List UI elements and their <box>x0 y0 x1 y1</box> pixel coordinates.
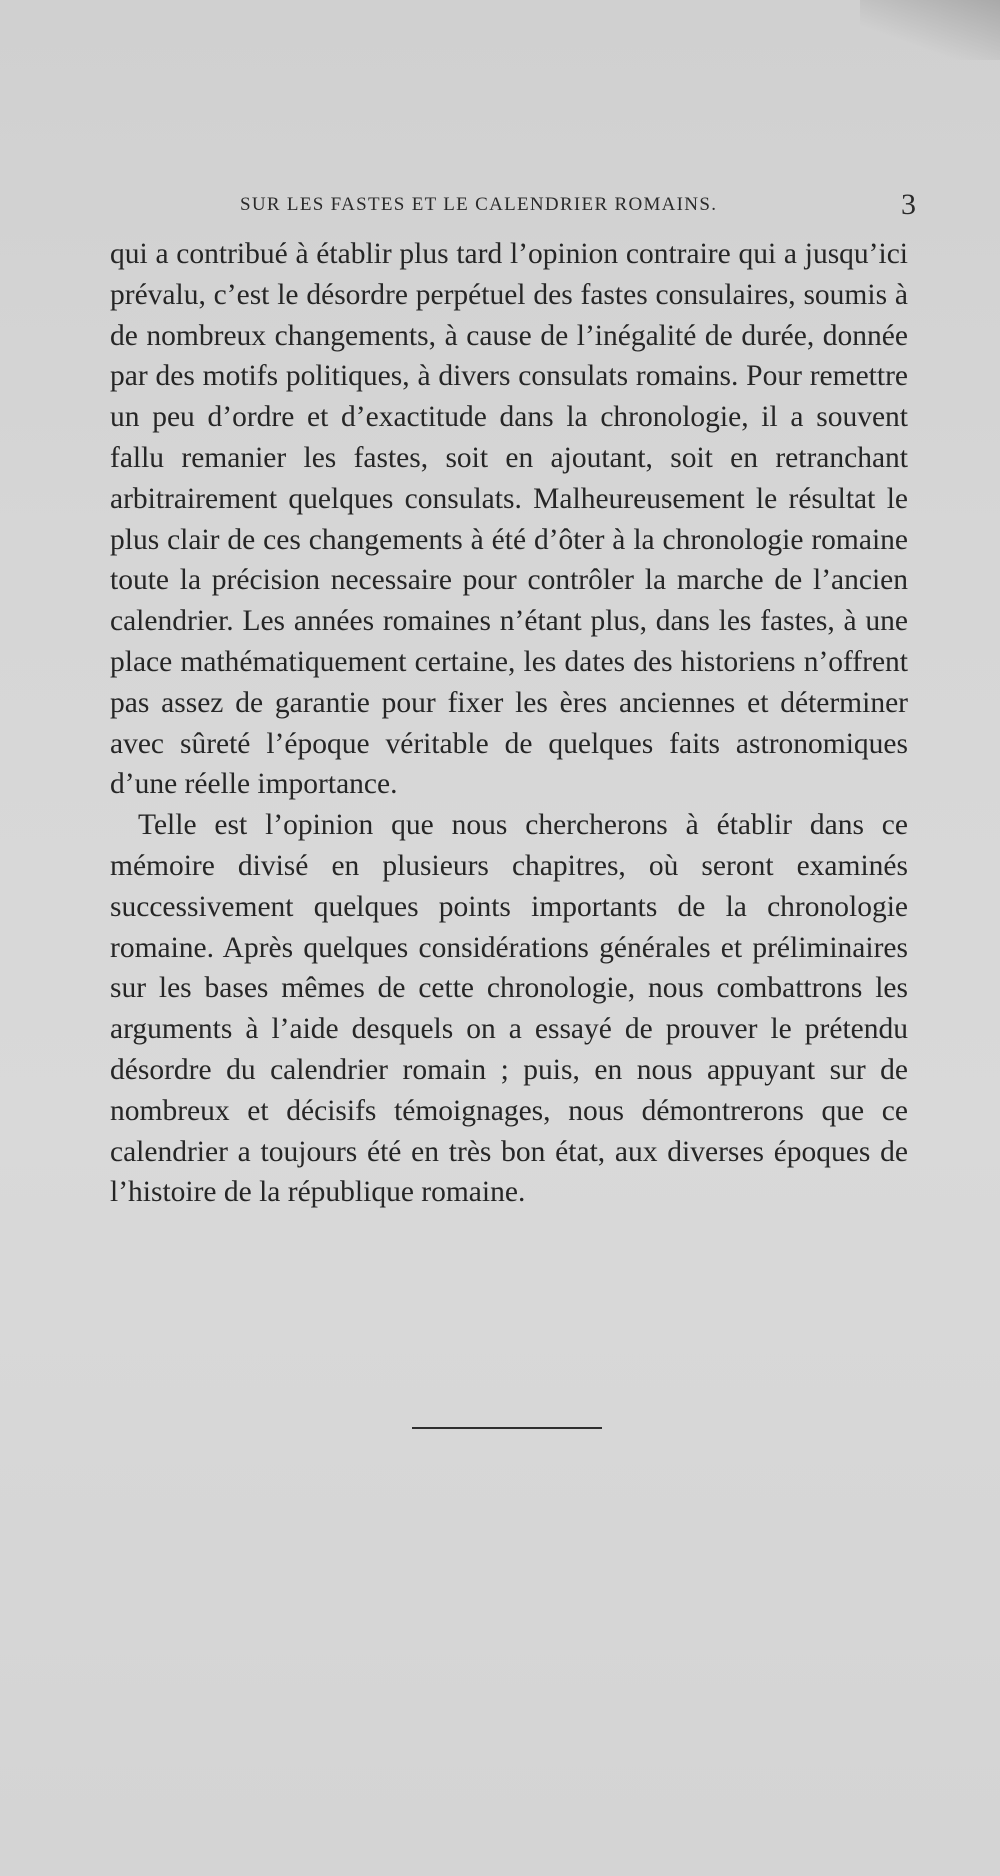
page-corner-shadow <box>860 0 1000 60</box>
section-end-rule <box>412 1427 602 1429</box>
paragraph-continuation: qui a contribué à établir plus tard l’opinion contraire qui a jusqu’ici prévalu, c’est le désordre perpétuel des fastes consulaires, soumis à de nombreux changements, à cause de l’inégalité de durée, donnée par des motifs politiques, à divers consulats romains. Pour remettre un peu d’ordre et d’exactitude dans la chronologie, il a souvent fallu remanier les fastes, soit en ajoutant, soit en retranchant arbitrairement quelques consulats. Malheureusement le résultat le plus clair de ces changements à été d’ôter à la chronologie romaine toute la précision necessaire pour contrôler la marche de l’ancien calendrier. Les années romaines n’étant plus, dans les fastes, à une place mathématiquement certaine, les dates des historiens n’offrent pas assez de garantie pour fixer les ères anciennes et déterminer avec sûreté l’époque véritable de quelques faits astronomiques d’une réelle importance. <box>110 238 908 801</box>
running-title: SUR LES FASTES ET LE CALENDRIER ROMAINS. <box>240 194 718 215</box>
page-number: 3 <box>901 188 916 221</box>
body-text <box>110 234 908 1213</box>
running-head <box>240 188 916 224</box>
paragraph-memoire-intro: Telle est l’opinion que nous chercherons à établir dans ce mémoire divisé en plusieurs chapitres, où seront examinés successivement quelques points importants de la chronologie romaine. Après quelques considérations générales et préliminaires sur les bases mêmes de cette chronologie, nous combattrons les arguments à l’aide desquels on a essayé de prouver le prétendu désordre du calendrier romain ; puis, en nous appuyant sur de nombreux et décisifs témoignages, nous démontrerons que ce calendrier a toujours été en très bon état, aux diverses époques de l’histoire de la république romaine. <box>110 809 908 1209</box>
